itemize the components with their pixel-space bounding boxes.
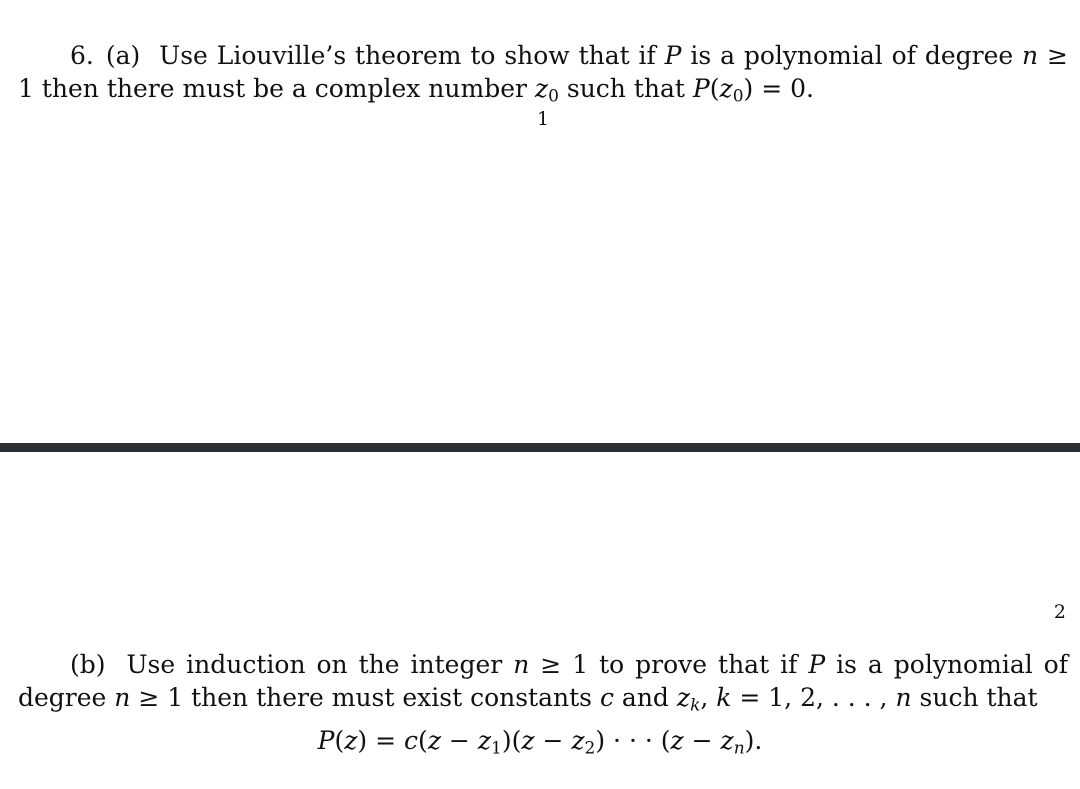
part-b-text-1: Use induction on the integer	[126, 650, 503, 679]
and-text: and	[621, 683, 669, 712]
root-equation: $P(z_0) = 0$.	[692, 74, 814, 107]
zk-symbol: $z_k$	[676, 683, 701, 716]
part-a-label: (a)	[105, 41, 141, 70]
page-number: 2	[1053, 601, 1066, 623]
question-6b: (b) Use induction on the integer n ≥ 1 to prove that if P is a polynomial of degree n ≥ 1 then there must exist constants c and $z_k$, k = 1, 2, . . . , n such that	[18, 650, 1068, 716]
part-b-label: (b)	[70, 650, 106, 679]
question-6a	[18, 39, 1068, 105]
part-b-text-2: to prove that if	[599, 650, 798, 679]
page-number: 1	[537, 108, 550, 130]
part-a-text-3: then there must be a complex number	[41, 74, 527, 103]
polynomial-symbol: P	[808, 650, 826, 679]
factorization-equation: $P(z) = c(z - z_1)(z - z_2)$ · · · $(z - z_n)$.	[317, 726, 763, 759]
part-b-text-4: then there must exist constants	[191, 683, 592, 712]
part-b-text-3: is a polynomial of degree	[18, 650, 1068, 712]
degree-condition: n ≥ 1	[114, 683, 184, 712]
degree-condition: n ≥ 1	[18, 41, 1068, 103]
k-range: k = 1, 2, . . . , n	[716, 683, 912, 712]
constant-c: c	[599, 683, 614, 712]
such-that-text: such that	[919, 683, 1038, 712]
part-a-text-1: Use Liouville’s theorem to show that if	[159, 41, 656, 70]
induction-condition: n ≥ 1	[513, 650, 589, 679]
part-a-text-2: is a polynomial of degree	[690, 41, 1014, 70]
question-number: 6.	[70, 41, 94, 70]
polynomial-symbol: P	[664, 41, 682, 70]
z0-symbol: $z_0$	[534, 74, 559, 107]
page-divider	[0, 443, 1080, 452]
part-a-text-4: such that	[566, 74, 685, 103]
